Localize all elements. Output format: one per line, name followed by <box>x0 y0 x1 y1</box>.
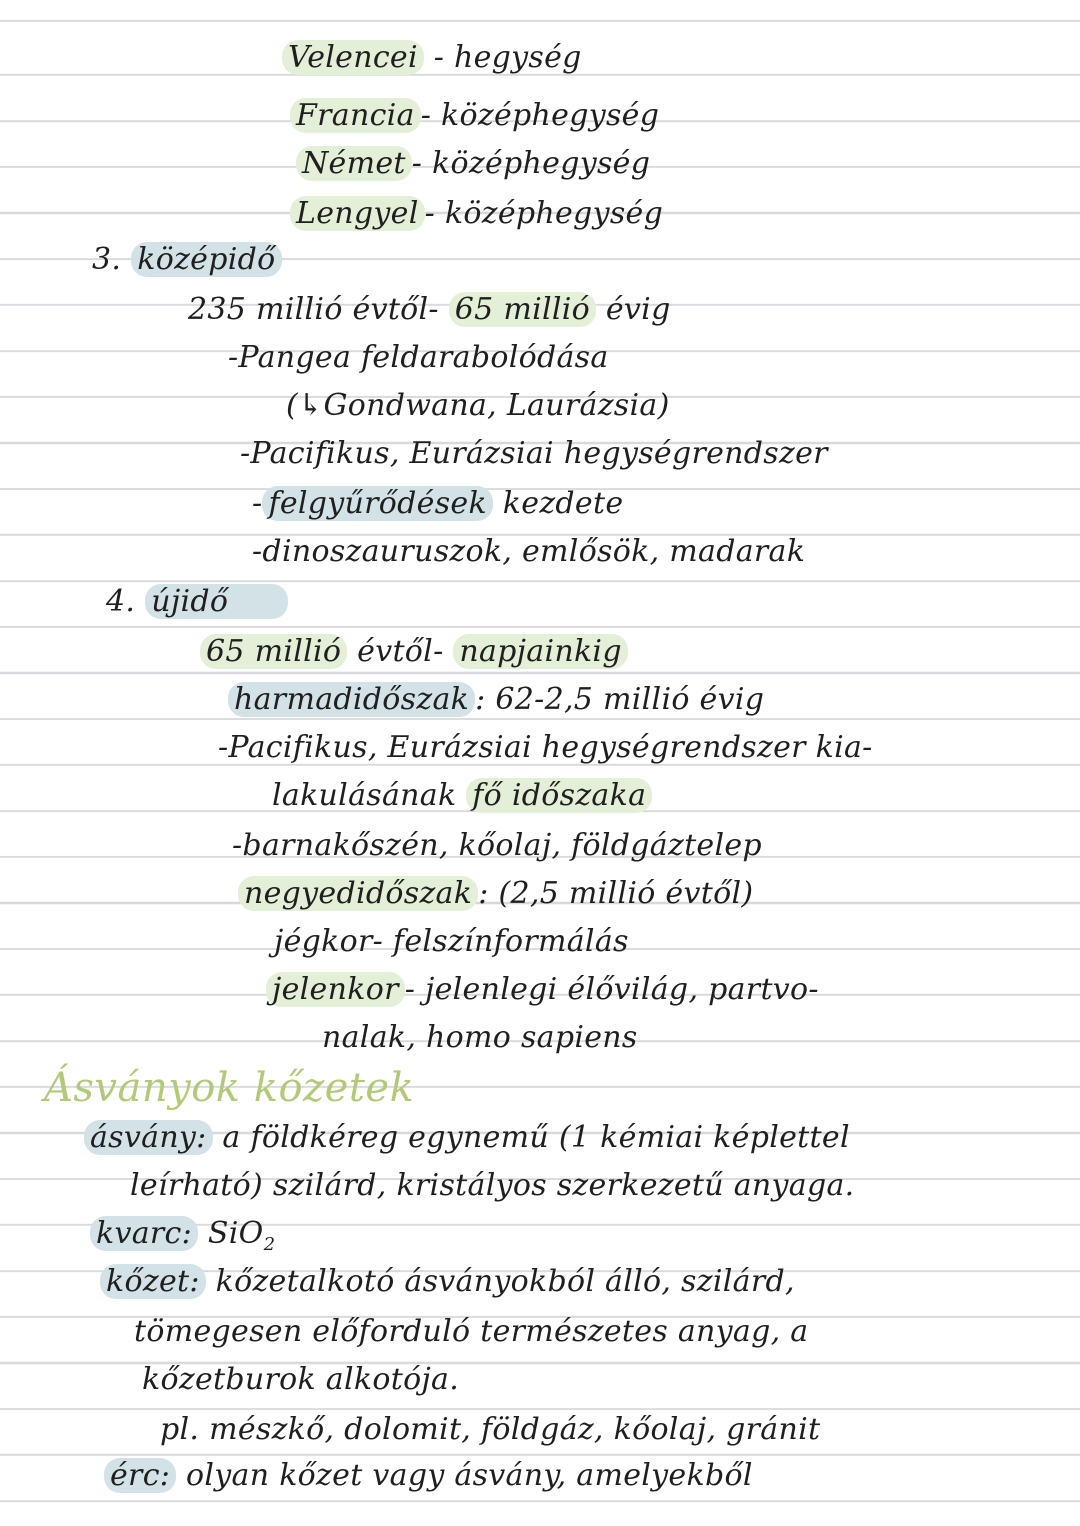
definition-term: érc: <box>104 1458 176 1493</box>
note-line: lakulásának fő időszaka <box>272 776 652 816</box>
note-line: Lengyel - középhegység <box>290 194 663 234</box>
note-line: Velencei - hegység <box>282 38 582 78</box>
note-line: 235 millió évtől- 65 millió évig <box>188 292 671 327</box>
highlight-term: újidő <box>145 584 288 619</box>
definition-line: tömegesen előforduló természetes anyag, a <box>134 1314 809 1349</box>
highlight-term: fő időszaka <box>466 778 652 813</box>
note-line: nalak, homo sapiens <box>322 1020 638 1055</box>
definition-line: érc: olyan kőzet vagy ásvány, amelyekből <box>104 1456 753 1496</box>
highlight-term: napjainkig <box>453 634 628 669</box>
definition-line: pl. mészkő, dolomit, földgáz, kőolaj, gránit <box>160 1412 821 1447</box>
note-line: harmadidőszak : 62-2,5 millió évig <box>228 680 764 720</box>
section-heading-4 <box>106 582 288 622</box>
highlight-term: negyedidőszak <box>238 876 478 911</box>
note-line: (↳Gondwana, Laurázsia) <box>286 388 670 423</box>
highlight-term: 65 millió <box>449 292 596 327</box>
note-line: 65 millió évtől- napjainkig <box>200 632 628 672</box>
highlight-term: Francia <box>290 98 421 133</box>
definition-line: kvarc: SiO$_2$ <box>90 1214 275 1265</box>
definition-line: kőzet: kőzetalkotó ásványokból álló, szilárd, <box>100 1262 795 1302</box>
note-line: -Pacifikus, Eurázsiai hegységrendszer <box>240 436 828 471</box>
note-line: -Pacifikus, Eurázsiai hegységrendszer kia- <box>218 730 873 765</box>
definition-line: ásvány: a földkéreg egynemű (1 kémiai képlettel <box>84 1118 850 1158</box>
definition-line: kőzetburok alkotója. <box>142 1362 460 1397</box>
section-title: Ásványok kőzetek <box>44 1065 415 1111</box>
highlight-term: Német <box>296 146 412 181</box>
definition-term: kvarc: <box>90 1216 198 1251</box>
note-line: -barnakőszén, kőolaj, földgáztelep <box>232 828 762 863</box>
note-line: jelenkor - jelenlegi élővilág, partvo- <box>266 970 819 1010</box>
highlight-term: jelenkor <box>266 972 405 1007</box>
note-line: -Pangea feldarabolódása <box>228 340 609 375</box>
definition-term: kőzet: <box>100 1264 206 1299</box>
note-line: jégkor- felszínformálás <box>274 924 629 959</box>
highlight-term: középidő <box>131 242 281 277</box>
note-line: Német - középhegység <box>296 144 650 184</box>
highlight-term: harmadidőszak <box>228 682 475 717</box>
note-line: negyedidőszak : (2,5 millió évtől) <box>238 874 753 914</box>
definition-line: leírható) szilárd, kristályos szerkezetű anyaga. <box>130 1168 855 1203</box>
section-number: 3. <box>92 242 122 277</box>
formula-subscript: 2 <box>263 1234 276 1255</box>
note-line: Francia - középhegység <box>290 96 659 136</box>
highlight-term: Velencei <box>282 40 424 75</box>
section-number: 4. <box>106 584 136 619</box>
note-line: - felgyűrődések kezdete <box>252 486 624 521</box>
highlight-term: 65 millió <box>200 634 347 669</box>
definition-term: ásvány: <box>84 1120 213 1155</box>
section-heading-3 <box>92 240 282 280</box>
highlight-term: Lengyel <box>290 196 425 231</box>
note-line: -dinoszauruszok, emlősök, madarak <box>252 534 806 569</box>
highlight-term: felgyűrődések <box>262 486 493 521</box>
